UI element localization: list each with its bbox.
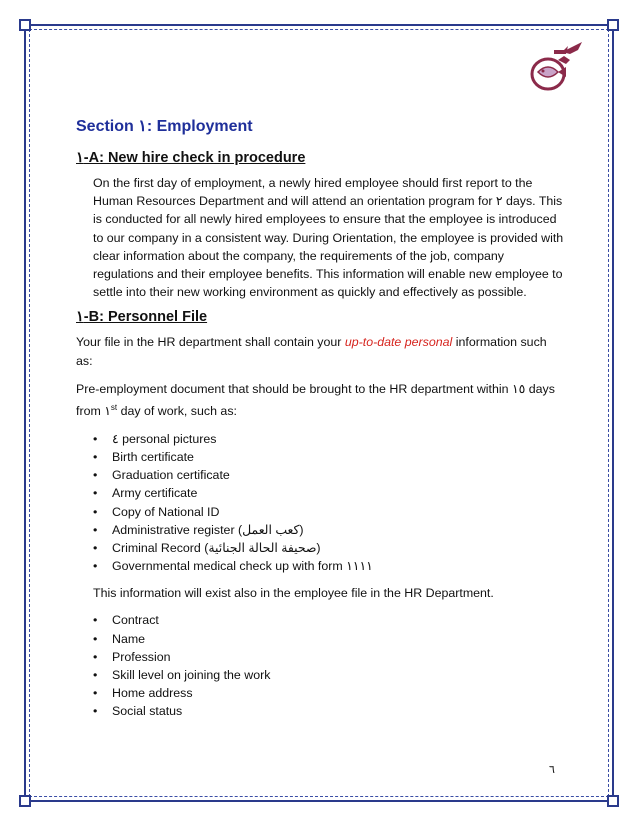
list-item xyxy=(93,666,566,684)
list-item-text: Social status xyxy=(112,704,183,719)
list-item xyxy=(93,630,566,648)
bullet-icon: • xyxy=(93,631,98,646)
list-item xyxy=(93,448,566,466)
list-item-text: Profession xyxy=(112,649,171,664)
required-documents-list xyxy=(76,430,566,576)
bullet-icon: • xyxy=(93,504,98,519)
list-item-text: Administrative register (كعب العمل) xyxy=(112,522,304,537)
list-item-text: Skill level on joining the work xyxy=(112,667,271,682)
bullet-icon: • xyxy=(93,686,98,701)
bullet-icon: • xyxy=(93,431,98,446)
pre-employment-text: day of work, such as: xyxy=(117,403,237,418)
list-item xyxy=(93,611,566,629)
bullet-icon: • xyxy=(93,559,98,574)
list-item xyxy=(93,539,566,557)
bullet-icon: • xyxy=(93,613,98,628)
section-title: Section ١: Employment xyxy=(76,118,253,135)
border-corner xyxy=(19,795,31,807)
bullet-icon: • xyxy=(93,540,98,555)
list-item-text: Contract xyxy=(112,613,159,628)
list-item-text: Criminal Record (صحيفة الحالة الجنائية) xyxy=(112,540,321,555)
pre-employment-text: Pre-employment document that should be brought to the HR department within ١٥ days from ١ xyxy=(76,382,555,418)
bullet-icon: • xyxy=(93,468,98,483)
list-item-text: Name xyxy=(112,631,146,646)
list-item-text: Graduation certificate xyxy=(112,468,230,483)
employee-file-items-list xyxy=(76,611,566,720)
personnel-file-intro xyxy=(76,333,566,371)
highlight-text: up-to-date personal xyxy=(344,335,453,350)
list-item xyxy=(93,503,566,521)
bullet-icon: • xyxy=(93,704,98,719)
list-item xyxy=(93,684,566,702)
border-corner xyxy=(607,795,619,807)
border-corner xyxy=(19,19,31,31)
bullet-icon: • xyxy=(93,649,98,664)
border-corner xyxy=(607,19,619,31)
airplane-fish-logo-icon xyxy=(524,38,584,96)
list-item xyxy=(93,484,566,502)
list-item xyxy=(93,702,566,720)
intro-text: Your file in the HR department shall contain your xyxy=(76,335,345,350)
bullet-icon: • xyxy=(93,522,98,537)
orientation-paragraph: On the first day of employment, a newly hired employee should first report to the Human Resources Department and will attend an orientation program for ٢ days. This is conducted for all newly hired employees to ensure that the employee is introduced to our company in a consistent way. During Orientation, the employee is provided with clear information about the company, the requirements of the job, company regulations and their employee benefits. This information will enable new employee to settle into their new working environment as quickly and effectively as possible. xyxy=(93,176,564,300)
list-item xyxy=(93,466,566,484)
list-item xyxy=(93,521,566,539)
list-item xyxy=(93,648,566,666)
bullet-icon: • xyxy=(93,667,98,682)
subsection-b-title: ١-B: Personnel File xyxy=(76,309,208,326)
list-item-text: ٤ personal pictures xyxy=(112,431,217,446)
bullet-icon: • xyxy=(93,486,98,501)
subsection-a-title: ١-A: New hire check in procedure xyxy=(76,150,306,166)
pre-employment-paragraph xyxy=(76,380,566,421)
hr-file-note: This information will exist also in the employee file in the HR Department. xyxy=(93,586,494,601)
bullet-icon: • xyxy=(93,449,98,464)
intro-text: information such as: xyxy=(76,335,547,369)
list-item xyxy=(93,557,566,575)
document-body xyxy=(76,116,566,730)
page-number: ٦ xyxy=(549,764,555,776)
list-item xyxy=(93,430,566,448)
ordinal-suffix: st xyxy=(110,402,118,412)
list-item-text: Birth certificate xyxy=(112,449,194,464)
list-item-text: Home address xyxy=(112,686,193,701)
list-item-text: Army certificate xyxy=(112,486,198,501)
list-item-text: Governmental medical check up with form ١١١١ xyxy=(112,559,373,574)
list-item-text: Copy of National ID xyxy=(112,504,220,519)
